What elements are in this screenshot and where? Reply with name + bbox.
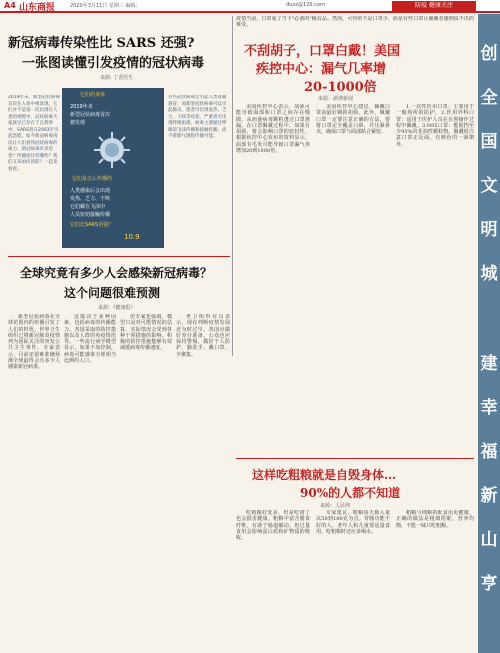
infographic-line: 人员密切接触传播	[70, 212, 111, 218]
article1-byline: 来源: 丁香医生	[100, 75, 134, 81]
section-divider	[236, 458, 474, 459]
article4-col3: 粗粮与细粮搭配食用更健康。正确的做法是粗细搭配，营养均衡，不能一味只吃粗粮。	[396, 510, 474, 529]
article3-col1: 新型冠状病毒在全球范围内的传播引发了人们的担忧。世界卫生组织已将新冠肺炎疫情列为国际关注的突发公共卫生事件。专家表示，目前还很难准确预测全球最终会有多少人感染新冠病毒。	[8, 314, 60, 371]
article3-byline: 来源：《健康报》	[98, 305, 136, 311]
article2-title: 疾控中心：漏气几率增	[256, 62, 387, 77]
infographic-line: 它们比SARS更强？	[70, 222, 114, 228]
virus-icon	[90, 130, 134, 170]
infographic-line: 2019年末	[70, 104, 93, 110]
column-divider	[232, 16, 233, 356]
article1-right-text: 有些冠状病毒会引起人类普通感冒，而新型冠状病毒可以引起肺炎。患者可出现发热、乏力、干咳等症状，严重者可出现呼吸困难。病毒主要通过呼吸道飞沫传播和接触传播，尚不排除气溶胶传播可能。	[168, 95, 227, 139]
slogan-char: 亨	[480, 574, 498, 594]
infographic-line: 发热、乏力、干咳	[70, 196, 111, 202]
infographic-heading-a: 它们的身体	[80, 92, 106, 98]
infographic-line: 被发现	[70, 120, 86, 126]
section-tag: 防疫 健康关注	[392, 1, 476, 11]
article1-subtitle: 一张图读懂引发疫情的冠状病毒	[22, 56, 205, 71]
editor-email: duoz@126.com	[286, 2, 325, 8]
article2-title: 不刮胡子，口罩白戴！美国	[244, 44, 401, 59]
article3-subtitle: 这个问题很难预测	[64, 286, 161, 300]
slogan-sidebar	[478, 14, 500, 653]
slogan-char: 建	[480, 354, 498, 374]
slogan-char: 山	[480, 530, 498, 550]
article2-title: 20-1000倍	[304, 80, 377, 95]
page-number: A4	[4, 1, 16, 10]
article2-col2: 美国疾控中心建议，佩戴口罩前最好剃掉胡须。此外，佩戴口罩一定要注意正确的方法，要将口罩完全覆盖口鼻，并压紧鼻夹，确保口罩与面部贴合紧密。	[316, 104, 390, 136]
article2-byline: 来源：澎湃新闻	[318, 96, 354, 102]
article1-left-text: 2019年末，新型冠状病毒首次在人体中被发现。它们并不是第一次出现在人类的视野中，冠状病毒大家族早已存在于自然界中。SARS曾在2003年引起恐慌，如今新冠病毒再次让人们看到冠状病毒的威力。新冠病毒有多厉害？传播途径有哪些？我们又该如何预防？一起来看看。	[8, 95, 60, 172]
article3-col2: 这取决于多种因素，包括病毒的传播能力、各国采取的防控措施以及人群的免疫情况等。一些流行病学模型显示，如果不加控制，病毒可能感染全球相当比例的人口。	[64, 314, 116, 365]
section-divider	[8, 256, 230, 257]
article4-col2: 专家建议，粗粮每天摄入量以50到100克为宜。胃肠功能不好的人、老年人和儿童要适量食用。吃粗粮时还应多喝水。	[316, 510, 390, 535]
issue-date: 2020年3月11日 星期三 编辑：	[70, 3, 141, 9]
slogan-char: 全	[480, 88, 498, 108]
slogan-char: 国	[480, 132, 498, 152]
page-header	[0, 0, 500, 13]
article2-col3: 1.一次性医用口罩：主要用于一般场所的防护。2.医用外科口罩：适用于医护人员在有创操作过程中佩戴。3.N95口罩：能阻挡至少95%的非油性颗粒物。佩戴时注意口罩正反面，有颜色的一面朝外。	[396, 104, 474, 148]
infographic-line: 人类感染后会出现	[70, 188, 111, 194]
slogan-char: 明	[480, 220, 498, 240]
slogan-char: 城	[480, 264, 498, 284]
article3-col4: 世卫组织官员表示，现在判断疫情发展还为时过早，各国应做好充分准备。公众也应保持警惕，做好个人防护，勤洗手、戴口罩、少聚集。	[176, 314, 230, 358]
article4-title: 这样吃粗粮就是自毁身体…	[252, 468, 397, 482]
article4-col1: 吃粗粮好处多，但是吃错了也会损害健康。粗粮中富含膳食纤维，有助于肠道蠕动，但过量食用会影响蛋白质和矿物质的吸收。	[236, 510, 310, 542]
article2-col1: 美国疾控中心表示，胡须可能导致面部和口罩之间存在缝隙，从而使病毒颗粒透过口罩泄漏。在口罩佩戴过程中，如果有胡须，将会影响口罩的密封性。根据疾控中心发布的资料显示，面部有毛发可能导致口罩漏气率增加20到1000倍。	[236, 104, 310, 155]
article2-intro: 疫情当前，口罩成了当下"必备的"稀有品。然而，可怜的不是口罩少，而是有些口罩让佩戴者感到说不出的难受。	[236, 16, 474, 29]
slogan-char: 福	[480, 442, 498, 462]
infographic-line: 新型冠状病毒首次	[70, 112, 111, 118]
slogan-char: 幸	[480, 398, 498, 418]
infographic-heading-b: 它们是怎么传播的	[72, 176, 113, 182]
newspaper-logo: 山东商报	[19, 3, 56, 13]
article4-subtitle: 90%的人都不知道	[300, 486, 401, 500]
infographic-line: 它们藏在飞沫中	[70, 204, 106, 210]
article4-byline: 来源：人民网	[320, 503, 351, 509]
slogan-char: 创	[480, 44, 498, 64]
slogan-char: 新	[480, 486, 498, 506]
article3-title: 全球究竟有多少人会感染新冠病毒？	[20, 266, 213, 280]
infographic	[62, 88, 164, 248]
article3-col3: 但专家也强调，模型只是对可能情况的估算，实际情况会受到各种干预措施的影响。积极的防控措施能够有效减缓病毒传播速度。	[120, 314, 172, 352]
infographic-count: 10.9	[124, 233, 140, 241]
slogan-char: 文	[480, 176, 498, 196]
article1-title: 新冠病毒传染性比 SARS 还强?	[8, 36, 195, 51]
